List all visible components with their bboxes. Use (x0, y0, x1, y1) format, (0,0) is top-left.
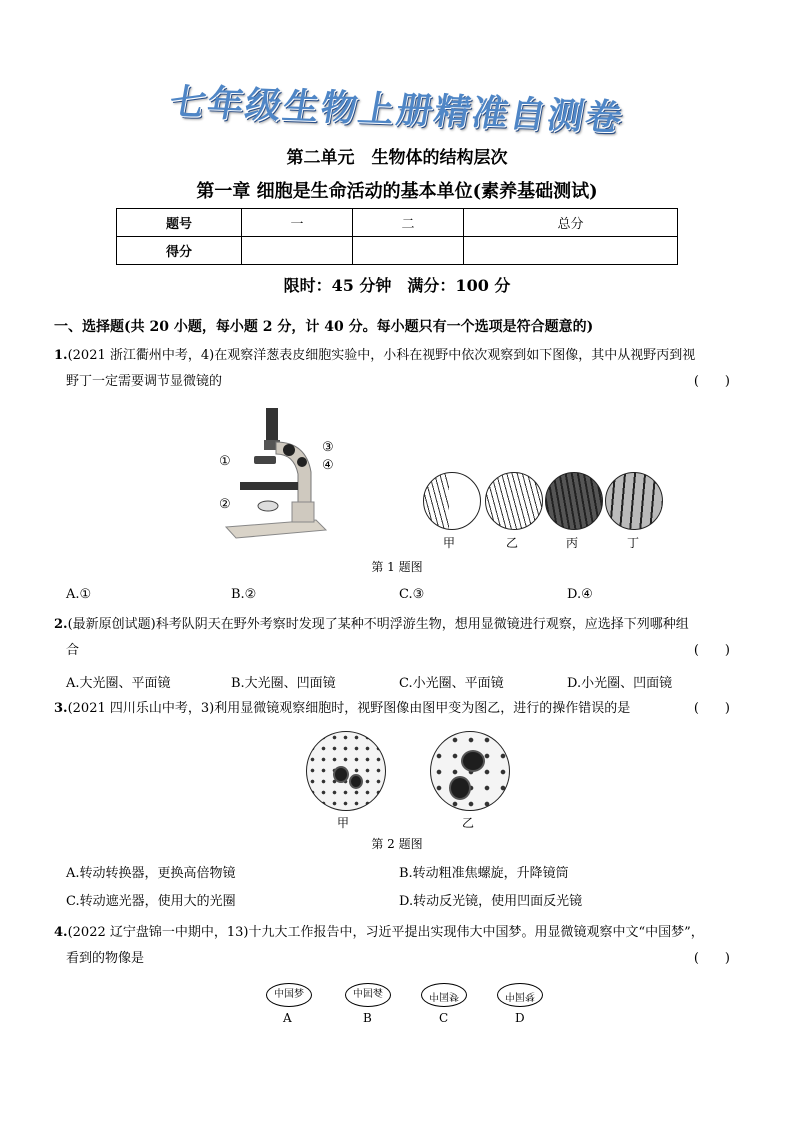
table-cell: 总分 (464, 209, 678, 237)
option-b[interactable]: B.② (231, 587, 257, 602)
answer-blank[interactable]: ( ) (693, 951, 730, 966)
question-number: 4. (54, 925, 68, 940)
answer-blank[interactable]: ( ) (693, 701, 730, 716)
option-a[interactable]: A.① (66, 587, 92, 602)
question-4 (54, 920, 744, 972)
table-cell: 题号 (117, 209, 242, 237)
view-label: 甲 (337, 816, 350, 830)
question-text: 看到的物像是 (66, 951, 145, 966)
option-c[interactable]: C.③ (399, 587, 425, 602)
cell-mark (333, 766, 349, 783)
microscope-figure (216, 402, 346, 542)
cell-mark (461, 750, 485, 772)
answer-blank[interactable]: ( ) (693, 643, 730, 658)
score-table (116, 208, 678, 265)
view-bing (545, 472, 603, 530)
view-yi (430, 731, 510, 811)
view-label: 甲 (443, 536, 456, 550)
option-a[interactable]: A.大光圈、平面镜 (66, 676, 171, 691)
choice-image-c[interactable]: 中国梦 (421, 983, 467, 1007)
cell-mark (449, 776, 471, 800)
option-d[interactable]: D.④ (567, 587, 593, 602)
score-input-cell[interactable] (353, 237, 464, 265)
view-label: 丙 (566, 536, 579, 550)
question-text: 合 (66, 643, 80, 658)
label-3: ③ (322, 440, 334, 455)
section-heading: 一、选择题(共 20 小题，每小题 2 分，计 40 分。每小题只有一个选项是符合题意的) (54, 319, 594, 335)
view-yi (485, 472, 543, 530)
view-ding (605, 472, 663, 530)
label-2: ② (219, 497, 231, 512)
table-cell: 二 (353, 209, 464, 237)
question-1 (54, 343, 744, 395)
page-banner-title: 七年级生物上册精准自测卷 (166, 82, 627, 139)
figure-caption: 第 2 题图 (371, 837, 423, 851)
table-cell: 一 (242, 209, 353, 237)
score-input-cell[interactable] (464, 237, 678, 265)
choice-letter: B (363, 1011, 372, 1025)
choice-image-d[interactable]: 梦国中 (497, 983, 543, 1007)
question-2 (54, 612, 744, 664)
question-text: 野丁一定需要调节显微镜的 (66, 374, 223, 389)
option-d[interactable]: D.转动反光镜，使用凹面反光镜 (399, 894, 583, 909)
option-a[interactable]: A.转动转换器，更换高倍物镜 (66, 866, 236, 881)
view-label: 乙 (506, 536, 519, 550)
question-text: (2021 四川乐山中考，3)利用显微镜观察细胞时，视野图像由图甲变为图乙，进行的操作错误的是 (67, 701, 631, 716)
view-jia (423, 472, 481, 530)
option-d[interactable]: D.小光圈、凹面镜 (567, 676, 673, 691)
score-table-score-row (117, 237, 678, 265)
label-4: ④ (322, 458, 334, 473)
view-label: 乙 (462, 816, 475, 830)
cell-mark (349, 774, 363, 789)
choice-image-b[interactable]: 梦国中 (345, 983, 391, 1007)
table-cell: 得分 (117, 237, 242, 265)
answer-blank[interactable]: ( ) (693, 374, 730, 389)
choice-letter: A (283, 1011, 292, 1025)
question-number: 3. (54, 701, 68, 716)
choice-letter: C (439, 1011, 449, 1025)
option-b[interactable]: B.转动粗准焦螺旋，升降镜筒 (399, 866, 569, 881)
score-input-cell[interactable] (242, 237, 353, 265)
question-number: 1. (54, 348, 68, 363)
view-jia (306, 731, 386, 811)
figure-caption: 第 1 题图 (371, 560, 423, 574)
view-label: 丁 (627, 536, 640, 550)
option-c[interactable]: C.转动遮光器，使用大的光圈 (66, 894, 236, 909)
question-text: (2021 浙江衢州中考，4)在观察洋葱表皮细胞实验中，小科在视野中依次观察到如下图像，其中从视野丙到视 (67, 348, 696, 363)
option-b[interactable]: B.大光圈、凹面镜 (231, 676, 336, 691)
option-c[interactable]: C.小光圈、平面镜 (399, 676, 504, 691)
score-table-header-row (117, 209, 678, 237)
choice-letter: D (515, 1011, 525, 1025)
question-3 (54, 696, 744, 722)
label-1: ① (219, 454, 231, 469)
question-text: (最新原创试题)科考队阴天在野外考察时发现了某种不明浮游生物，想用显微镜进行观察，应选择下列哪种组 (67, 617, 689, 632)
question-number: 2. (54, 617, 68, 632)
time-limit-line: 限时：45 分钟 满分：100 分 (283, 276, 511, 295)
chapter-title: 第一章 细胞是生命活动的基本单位(素养基础测试) (196, 181, 598, 202)
choice-image-a[interactable]: 中国梦 (266, 983, 312, 1007)
question-text: (2022 辽宁盘锦一中期中，13)十九大工作报告中，习近平提出实现伟大中国梦。用显微镜观察中文“中国梦”， (67, 925, 704, 940)
unit-title: 第二单元 生物体的结构层次 (286, 148, 508, 168)
